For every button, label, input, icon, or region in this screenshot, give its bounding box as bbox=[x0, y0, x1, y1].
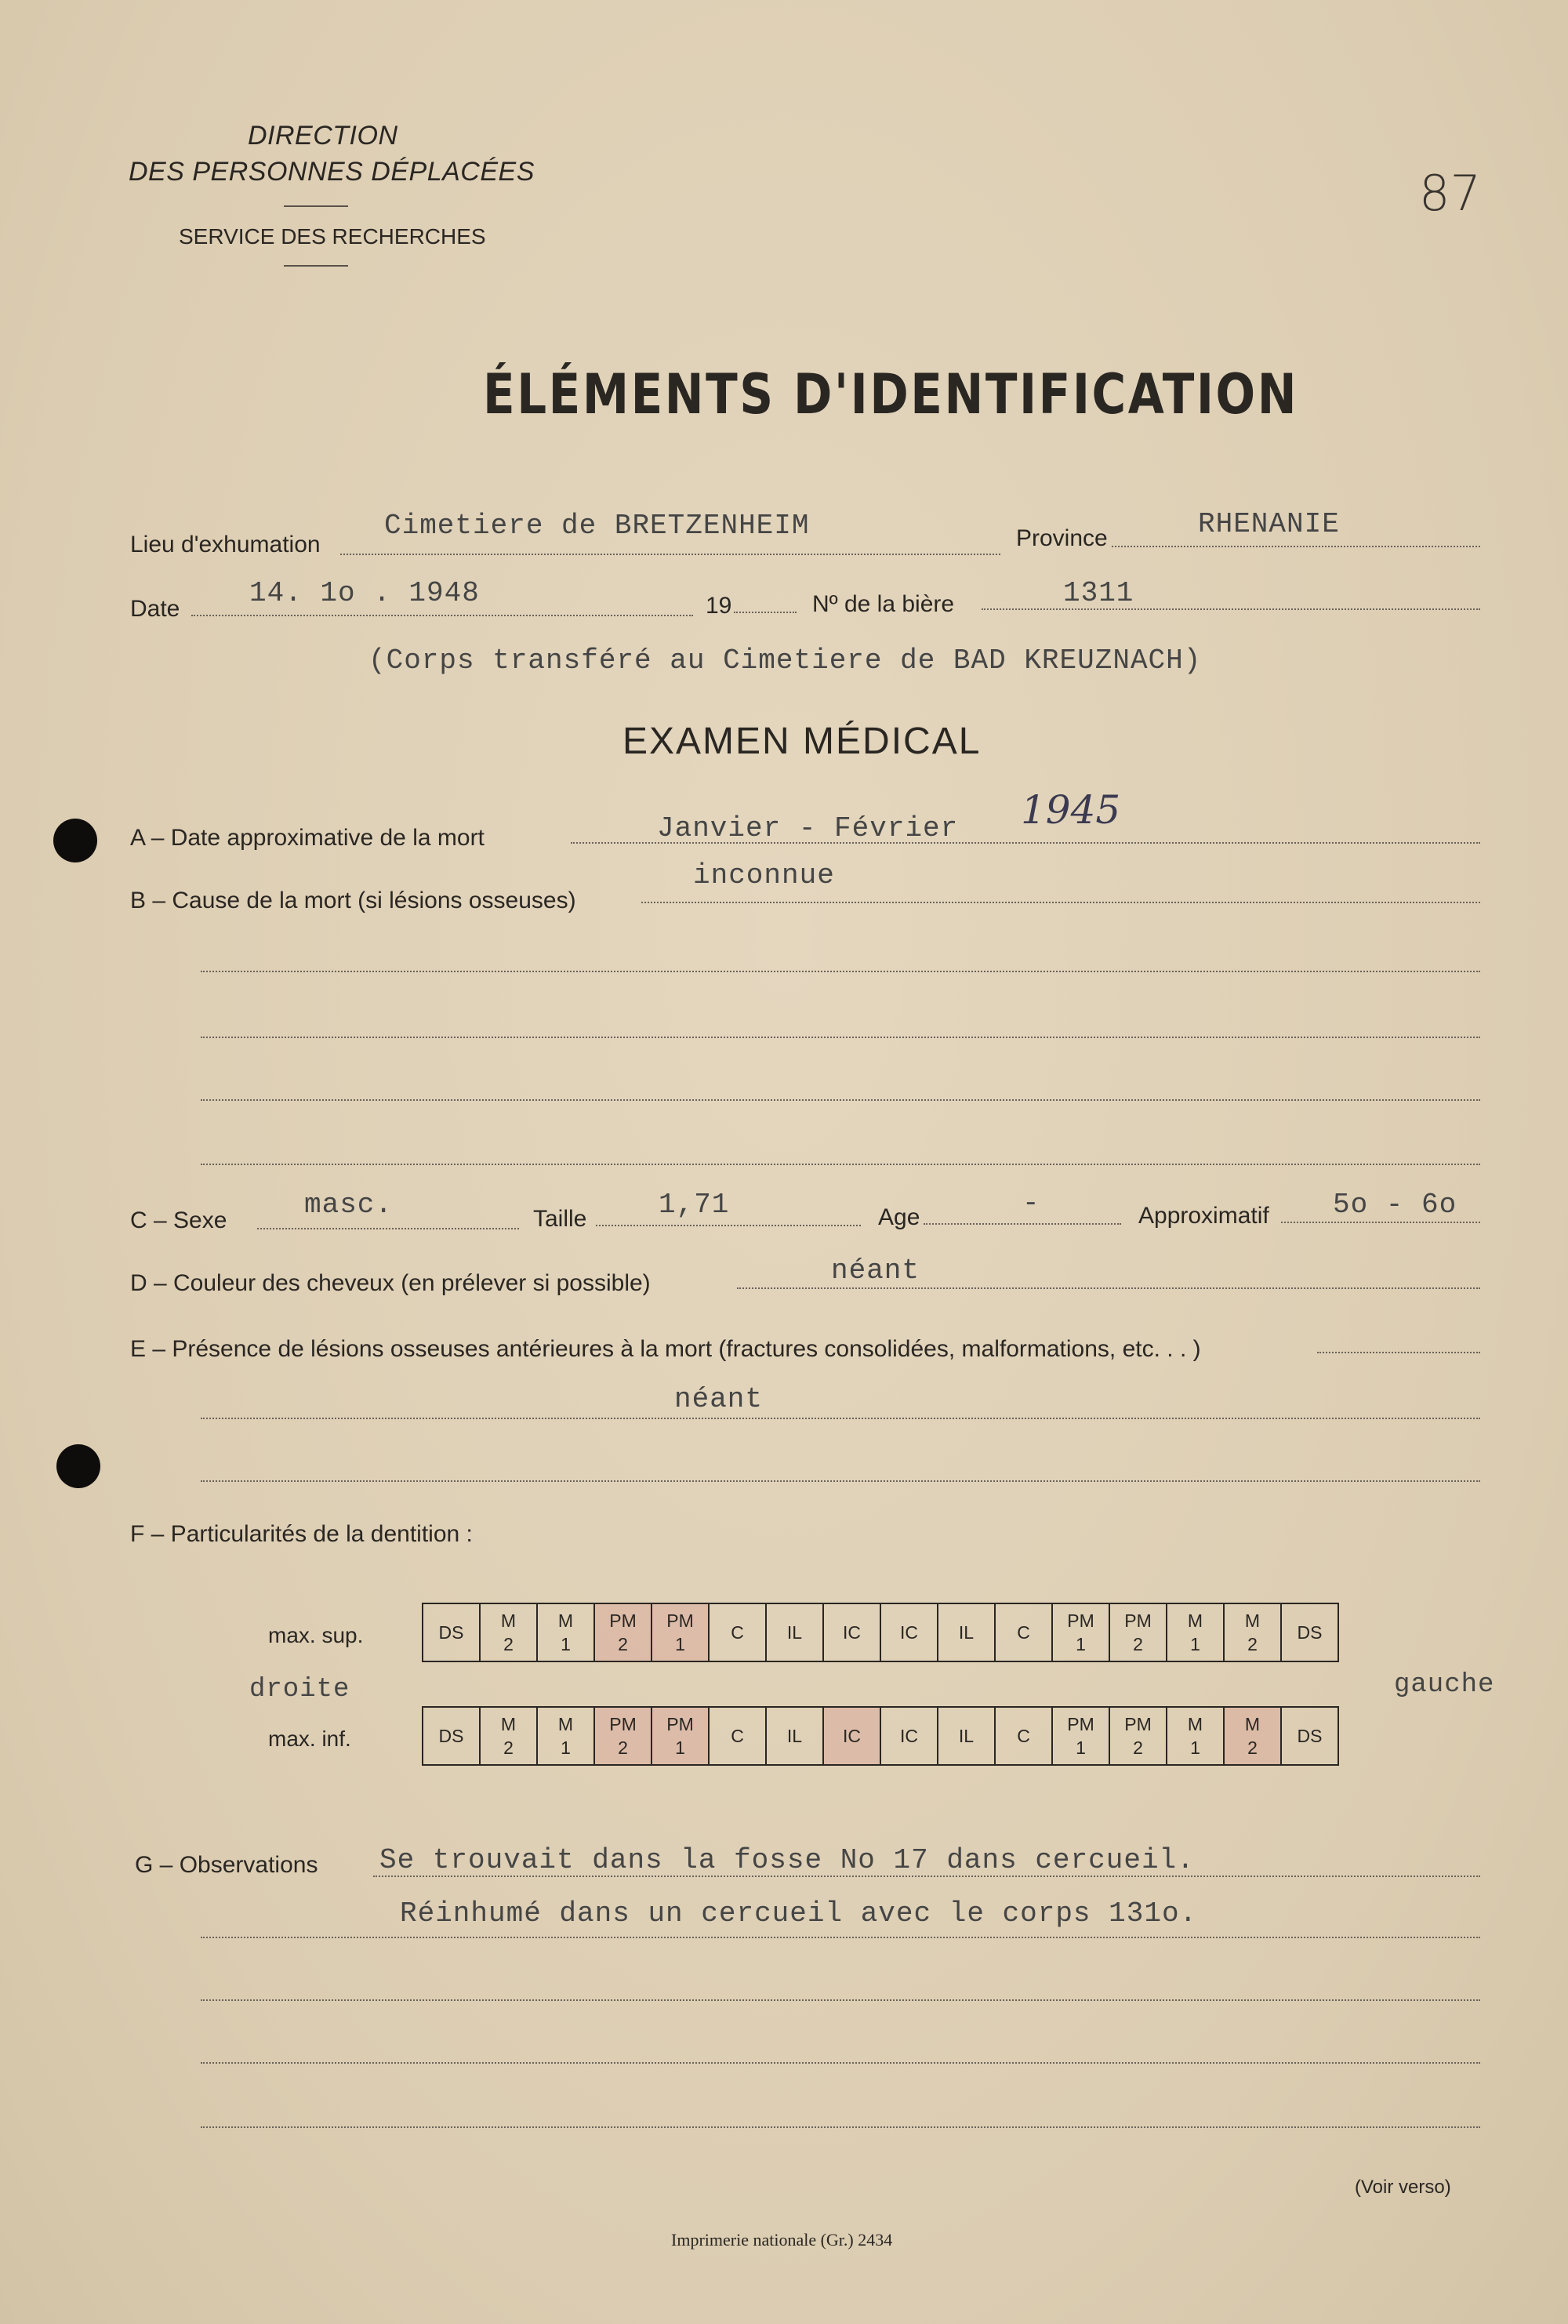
c-age-line bbox=[924, 1223, 1121, 1225]
c-age-label: Age bbox=[878, 1204, 920, 1230]
tooth-cell-sup-0 bbox=[423, 1603, 480, 1661]
tooth-number: 2 bbox=[1247, 1738, 1258, 1758]
tooth-number: 2 bbox=[503, 1634, 514, 1654]
gauche-label: gauche bbox=[1394, 1670, 1495, 1700]
e-value: néant bbox=[674, 1383, 764, 1415]
b-line-4 bbox=[201, 1099, 1480, 1101]
page-number: 87 bbox=[1419, 165, 1481, 222]
tooth-number: 2 bbox=[1133, 1634, 1143, 1654]
tooth-cell-sup-14 bbox=[1224, 1603, 1281, 1661]
tooth-cell-sup-7 bbox=[823, 1603, 880, 1661]
tooth-number: 1 bbox=[1076, 1738, 1086, 1758]
tooth-cell-inf-4 bbox=[652, 1707, 709, 1765]
year-line bbox=[734, 612, 797, 613]
a-handwritten-year: 1945 bbox=[1021, 787, 1121, 833]
tooth-label: M bbox=[1244, 1714, 1261, 1734]
observations-line-1: Se trouvait dans la fosse No 17 dans cercueil. bbox=[379, 1844, 1195, 1876]
c-taille-label: Taille bbox=[533, 1206, 587, 1232]
c-sexe-value: masc. bbox=[304, 1189, 394, 1221]
tooth-cell-inf-3 bbox=[594, 1707, 652, 1765]
b-line-3 bbox=[201, 1037, 1480, 1038]
tooth-label: IL bbox=[786, 1622, 803, 1643]
tooth-cell-sup-13 bbox=[1167, 1603, 1224, 1661]
tooth-cell-inf-7 bbox=[823, 1707, 880, 1765]
c-approx-label: Approximatif bbox=[1138, 1203, 1269, 1229]
tooth-number: 2 bbox=[1247, 1634, 1258, 1654]
tooth-label: C bbox=[731, 1726, 744, 1746]
tooth-number: 1 bbox=[1190, 1738, 1200, 1758]
tooth-label: DS bbox=[438, 1622, 464, 1643]
c-taille-value: 1,71 bbox=[659, 1189, 730, 1221]
header-direction: DIRECTION bbox=[248, 121, 398, 151]
tooth-cell-inf-11 bbox=[1052, 1707, 1109, 1765]
tooth-cell-inf-13 bbox=[1167, 1707, 1224, 1765]
c-age-value: - bbox=[1022, 1187, 1040, 1219]
a-value: Janvier - Février bbox=[657, 812, 959, 844]
tooth-label: IC bbox=[843, 1726, 861, 1746]
e-line-2 bbox=[201, 1418, 1480, 1419]
g-line-2 bbox=[201, 1937, 1480, 1938]
tooth-label: M bbox=[557, 1714, 574, 1734]
tooth-cell-sup-3 bbox=[594, 1603, 652, 1661]
tooth-label: C bbox=[1017, 1726, 1030, 1746]
tooth-label: PM bbox=[609, 1610, 637, 1631]
g-line-4 bbox=[201, 2062, 1480, 2064]
tooth-label: M bbox=[1187, 1610, 1203, 1631]
tooth-label: PM bbox=[1067, 1610, 1094, 1631]
tooth-cell-inf-12 bbox=[1109, 1707, 1167, 1765]
c-sexe-line bbox=[257, 1228, 519, 1229]
tooth-label: M bbox=[1244, 1610, 1261, 1631]
header-rule-2 bbox=[284, 265, 348, 267]
tooth-cell-inf-5 bbox=[709, 1707, 766, 1765]
c-sexe-label: C – Sexe bbox=[130, 1207, 227, 1233]
b-line-5 bbox=[201, 1164, 1480, 1165]
tooth-cell-inf-9 bbox=[938, 1707, 995, 1765]
f-label: F – Particularités de la dentition : bbox=[130, 1521, 473, 1547]
punch-hole-top bbox=[53, 819, 97, 862]
biere-line bbox=[982, 608, 1480, 610]
tooth-label: IC bbox=[900, 1726, 918, 1746]
tooth-label: PM bbox=[666, 1714, 694, 1734]
tooth-label: IL bbox=[958, 1726, 975, 1746]
tooth-cell-inf-8 bbox=[880, 1707, 938, 1765]
dentition-lower-table bbox=[422, 1706, 1339, 1766]
header-service: SERVICE DES RECHERCHES bbox=[179, 224, 486, 249]
a-label: A – Date approximative de la mort bbox=[130, 825, 485, 851]
tooth-number: 2 bbox=[618, 1634, 628, 1654]
voir-verso: (Voir verso) bbox=[1355, 2177, 1451, 2198]
tooth-cell-inf-10 bbox=[995, 1707, 1052, 1765]
tooth-number: 2 bbox=[503, 1738, 514, 1758]
tooth-number: 1 bbox=[1076, 1634, 1086, 1654]
tooth-label: PM bbox=[1124, 1714, 1152, 1734]
tooth-cell-inf-2 bbox=[537, 1707, 594, 1765]
tooth-label: IL bbox=[786, 1726, 803, 1746]
e-label: E – Présence de lésions osseuses antérieures à la mort (fractures consolidées, malformations, etc. . . ) bbox=[130, 1336, 1201, 1362]
tooth-label: M bbox=[500, 1714, 517, 1734]
e-line bbox=[1317, 1352, 1480, 1353]
tooth-cell-sup-12 bbox=[1109, 1603, 1167, 1661]
d-label: D – Couleur des cheveux (en prélever si possible) bbox=[130, 1270, 651, 1296]
tooth-cell-sup-4 bbox=[652, 1603, 709, 1661]
tooth-label: IC bbox=[843, 1622, 861, 1643]
header-rule-1 bbox=[284, 205, 348, 207]
tooth-cell-sup-6 bbox=[766, 1603, 823, 1661]
tooth-number: 2 bbox=[618, 1738, 628, 1758]
tooth-number: 1 bbox=[675, 1634, 685, 1654]
province-line bbox=[1112, 546, 1480, 547]
tooth-number: 1 bbox=[561, 1634, 571, 1654]
tooth-cell-inf-14 bbox=[1224, 1707, 1281, 1765]
g-line-3 bbox=[201, 1999, 1480, 2001]
g-label: G – Observations bbox=[135, 1852, 318, 1878]
tooth-label: C bbox=[1017, 1622, 1030, 1643]
tooth-label: M bbox=[1187, 1714, 1203, 1734]
page-title: ÉLÉMENTS D'IDENTIFICATION bbox=[483, 362, 1299, 427]
tooth-cell-sup-9 bbox=[938, 1603, 995, 1661]
tooth-label: IC bbox=[900, 1622, 918, 1643]
tooth-cell-inf-0 bbox=[423, 1707, 480, 1765]
g-line-5 bbox=[201, 2126, 1480, 2128]
tooth-cell-sup-2 bbox=[537, 1603, 594, 1661]
tooth-label: DS bbox=[1297, 1622, 1323, 1643]
examen-heading: EXAMEN MÉDICAL bbox=[622, 721, 982, 762]
tooth-number: 1 bbox=[675, 1738, 685, 1758]
tooth-cell-sup-10 bbox=[995, 1603, 1052, 1661]
date-line bbox=[191, 615, 693, 616]
tooth-cell-sup-11 bbox=[1052, 1603, 1109, 1661]
observations-line-2: Réinhumé dans un cercueil avec le corps 131o. bbox=[400, 1897, 1198, 1930]
tooth-cell-inf-1 bbox=[480, 1707, 537, 1765]
tooth-number: 1 bbox=[561, 1738, 571, 1758]
printer-footer: Imprimerie nationale (Gr.) 2434 bbox=[671, 2230, 893, 2250]
b-line bbox=[641, 902, 1480, 903]
tooth-cell-sup-8 bbox=[880, 1603, 938, 1661]
dentition-upper-table bbox=[422, 1603, 1339, 1662]
tooth-cell-sup-15 bbox=[1281, 1603, 1338, 1661]
province-value: RHENANIE bbox=[1198, 508, 1340, 540]
tooth-label: PM bbox=[1067, 1714, 1094, 1734]
e-line-3 bbox=[201, 1480, 1480, 1482]
c-approx-line bbox=[1281, 1222, 1480, 1223]
tooth-cell-sup-1 bbox=[480, 1603, 537, 1661]
date-value: 14. 1o . 1948 bbox=[249, 577, 480, 609]
punch-hole-bottom bbox=[56, 1444, 100, 1488]
tooth-label: PM bbox=[666, 1610, 694, 1631]
tooth-cell-inf-6 bbox=[766, 1707, 823, 1765]
tooth-label: DS bbox=[438, 1726, 464, 1746]
biere-label: Nº de la bière bbox=[812, 591, 955, 617]
tooth-label: DS bbox=[1297, 1726, 1323, 1746]
c-taille-line bbox=[596, 1225, 861, 1226]
tooth-cell-inf-15 bbox=[1281, 1707, 1338, 1765]
b-value: inconnue bbox=[693, 859, 835, 891]
d-value: néant bbox=[831, 1255, 920, 1287]
max-sup-label: max. sup. bbox=[268, 1623, 364, 1647]
tooth-label: M bbox=[500, 1610, 517, 1631]
province-label: Province bbox=[1016, 525, 1108, 551]
tooth-label: M bbox=[557, 1610, 574, 1631]
tooth-number: 1 bbox=[1190, 1634, 1200, 1654]
transfer-note: (Corps transféré au Cimetiere de BAD KREUZNACH) bbox=[368, 645, 1202, 677]
b-label: B – Cause de la mort (si lésions osseuses) bbox=[130, 888, 576, 913]
biere-value: 1311 bbox=[1063, 577, 1134, 609]
tooth-label: PM bbox=[1124, 1610, 1152, 1631]
max-inf-label: max. inf. bbox=[268, 1727, 351, 1751]
tooth-number: 2 bbox=[1133, 1738, 1143, 1758]
year-prefix: 19 bbox=[706, 593, 732, 619]
lieu-line bbox=[340, 554, 1000, 555]
d-line bbox=[737, 1287, 1480, 1289]
date-label: Date bbox=[130, 596, 180, 622]
c-approx-value: 5o - 6o bbox=[1333, 1189, 1457, 1221]
tooth-label: PM bbox=[609, 1714, 637, 1734]
header-personnes-deplacees: DES PERSONNES DÉPLACÉES bbox=[129, 157, 535, 187]
tooth-cell-sup-5 bbox=[709, 1603, 766, 1661]
lieu-value: Cimetiere de BRETZENHEIM bbox=[384, 510, 810, 542]
tooth-label: IL bbox=[958, 1622, 975, 1643]
tooth-label: C bbox=[731, 1622, 744, 1643]
lieu-label: Lieu d'exhumation bbox=[130, 532, 321, 557]
droite-label: droite bbox=[249, 1675, 350, 1705]
b-line-2 bbox=[201, 971, 1480, 972]
